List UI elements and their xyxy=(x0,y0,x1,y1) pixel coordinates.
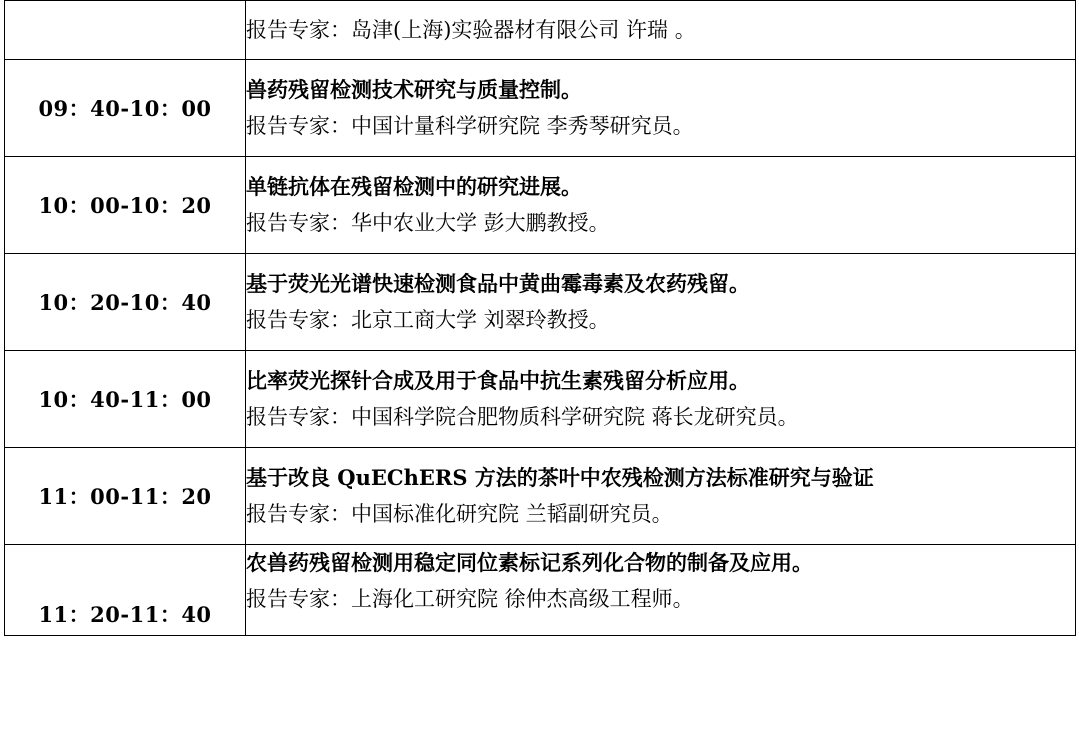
table-row xyxy=(5,60,1076,157)
session-cell xyxy=(246,157,1076,254)
time-cell: 11：20-11：40 xyxy=(5,545,246,636)
session-title: 基于改良 QuEChERS 方法的茶叶中农残检测方法标准研究与验证 xyxy=(246,464,874,490)
session-speaker: 报告专家：北京工商大学 刘翠玲教授。 xyxy=(246,308,610,332)
session-speaker: 报告专家：岛津(上海)实验器材有限公司 许瑞 。 xyxy=(246,17,696,42)
session-cell xyxy=(246,351,1076,448)
time-cell: 09：40-10：00 xyxy=(5,60,246,157)
time-cell: 11：00-11：20 xyxy=(5,448,246,545)
session-cell xyxy=(246,1,1076,60)
time-cell: 10：40-11：00 xyxy=(5,351,246,448)
table-row xyxy=(5,157,1076,254)
schedule-table xyxy=(4,0,1076,636)
session-title: 单链抗体在残留检测中的研究进展。 xyxy=(246,173,582,199)
time-cell: 10：00-10：20 xyxy=(5,157,246,254)
table-row xyxy=(5,448,1076,545)
session-speaker: 报告专家：中国标准化研究院 兰韬副研究员。 xyxy=(246,502,673,526)
time-cell xyxy=(5,1,246,60)
session-cell xyxy=(246,448,1076,545)
session-cell xyxy=(246,60,1076,157)
session-speaker: 报告专家：上海化工研究院 徐仲杰高级工程师。 xyxy=(246,587,694,612)
session-speaker: 报告专家：中国科学院合肥物质科学研究院 蒋长龙研究员。 xyxy=(246,405,799,429)
session-cell xyxy=(246,545,1076,636)
session-title: 农兽药残留检测用稳定同位素标记系列化合物的制备及应用。 xyxy=(246,550,813,575)
table-row xyxy=(5,351,1076,448)
session-speaker: 报告专家：华中农业大学 彭大鹏教授。 xyxy=(246,211,610,235)
table-row xyxy=(5,545,1076,636)
session-cell xyxy=(246,254,1076,351)
table-row xyxy=(5,254,1076,351)
session-title: 基于荧光光谱快速检测食品中黄曲霉毒素及农药残留。 xyxy=(246,270,750,296)
table-row xyxy=(5,1,1076,60)
session-speaker: 报告专家：中国计量科学研究院 李秀琴研究员。 xyxy=(246,114,694,138)
session-title: 兽药残留检测技术研究与质量控制。 xyxy=(246,76,582,102)
session-title: 比率荧光探针合成及用于食品中抗生素残留分析应用。 xyxy=(246,367,750,393)
time-cell: 10：20-10：40 xyxy=(5,254,246,351)
